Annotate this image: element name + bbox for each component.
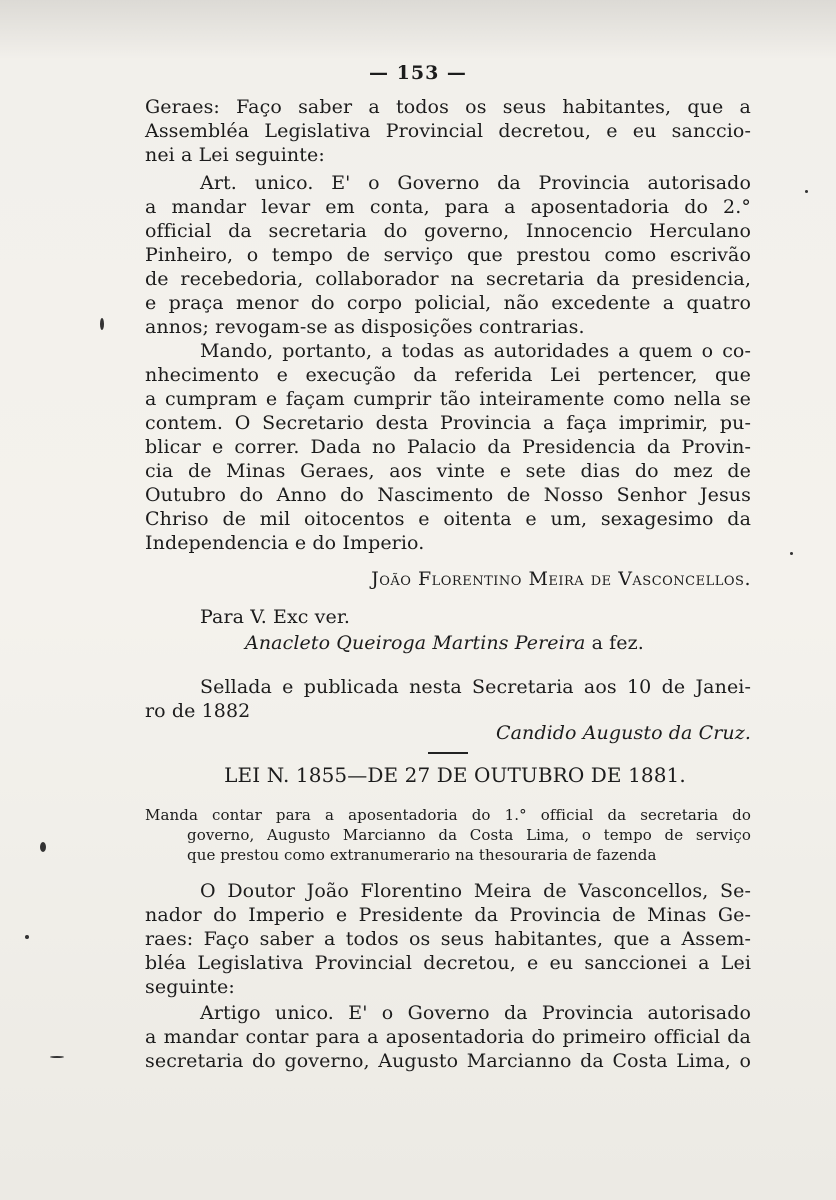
text-line: secretaria do governo, Augusto Marcianno da Costa Lima, o	[145, 1050, 751, 1072]
text-line: Sellada e publicada nesta Secretaria aos 10 de Janei-	[200, 676, 751, 698]
scribe-suffix: a fez.	[591, 632, 644, 654]
text-line: Art. unico. E' o Governo da Provincia autorisado	[200, 172, 751, 194]
separator-rule	[428, 752, 468, 754]
text-line: blicar e correr. Dada no Palacio da Presidencia da Provin-	[145, 436, 751, 458]
text-line: a mandar contar para a aposentadoria do primeiro official da	[145, 1026, 751, 1048]
text-line: Mando, portanto, a todas as autoridades a quem o co-	[200, 340, 751, 362]
text-line: cia de Minas Geraes, aos vinte e sete dias do mez de	[145, 460, 751, 482]
scribe-line	[245, 632, 751, 654]
scan-mark	[100, 318, 104, 330]
text-line: annos; revogam-se as disposições contrarias.	[145, 316, 585, 338]
scan-mark	[790, 552, 793, 555]
page-number: — 153 —	[369, 62, 467, 84]
scan-mark	[805, 190, 808, 193]
summary-line: Manda contar para a aposentadoria do 1.° official da secretaria do	[145, 806, 751, 824]
para-ver: Para V. Exc ver.	[200, 606, 351, 628]
scan-mark	[50, 1056, 64, 1058]
text-line: Artigo unico. E' o Governo da Provincia autorisado	[200, 1002, 751, 1024]
law-title: LEI N. 1855—DE 27 DE OUTUBRO DE 1881.	[224, 763, 686, 787]
text-line: a cumpram e façam cumprir tão inteiramente como nella se	[145, 388, 751, 410]
text-line: Geraes: Faço saber a todos os seus habitantes, que a	[145, 96, 751, 118]
scan-mark	[25, 935, 29, 939]
scan-mark	[40, 842, 46, 852]
text-line: Assembléa Legislativa Provincial decretou, e eu sanccio-	[145, 120, 751, 142]
text-line: a mandar levar em conta, para a aposentadoria do 2.°	[145, 196, 751, 218]
signature-secretary: Candido Augusto da Cruz.	[495, 722, 751, 744]
scribe-name: Anacleto Queiroga Martins Pereira	[245, 632, 586, 654]
text-line: Independencia e do Imperio.	[145, 532, 425, 554]
text-line: nhecimento e execução da referida Lei pertencer, que	[145, 364, 751, 386]
text-line: raes: Faço saber a todos os seus habitantes, que a Assem-	[145, 928, 751, 950]
text-line: seguinte:	[145, 976, 235, 998]
text-line: ro de 1882	[145, 700, 251, 722]
summary-line: governo, Augusto Marcianno da Costa Lima, o tempo de serviço	[187, 826, 751, 844]
text-line: de recebedoria, collaborador na secretaria da presidencia,	[145, 268, 751, 290]
text-line: contem. O Secretario desta Provincia a faça imprimir, pu-	[145, 412, 751, 434]
signature-president: João Florentino Meira de Vasconcellos.	[371, 568, 751, 590]
text-line: nador do Imperio e Presidente da Provincia de Minas Ge-	[145, 904, 751, 926]
text-line: Pinheiro, o tempo de serviço que prestou como escrivão	[145, 244, 751, 266]
text-line: bléa Legislativa Provincial decretou, e eu sanccionei a Lei	[145, 952, 751, 974]
text-line: official da secretaria do governo, Innocencio Herculano	[145, 220, 751, 242]
text-line: nei a Lei seguinte:	[145, 144, 325, 166]
text-line: e praça menor do corpo policial, não excedente a quatro	[145, 292, 751, 314]
summary-line: que prestou como extranumerario na thesouraria de fazenda	[187, 846, 657, 864]
text-line: Outubro do Anno do Nascimento de Nosso Senhor Jesus	[145, 484, 751, 506]
text-line: O Doutor João Florentino Meira de Vasconcellos, Se-	[200, 880, 751, 902]
text-line: Chriso de mil oitocentos e oitenta e um, sexagesimo da	[145, 508, 751, 530]
